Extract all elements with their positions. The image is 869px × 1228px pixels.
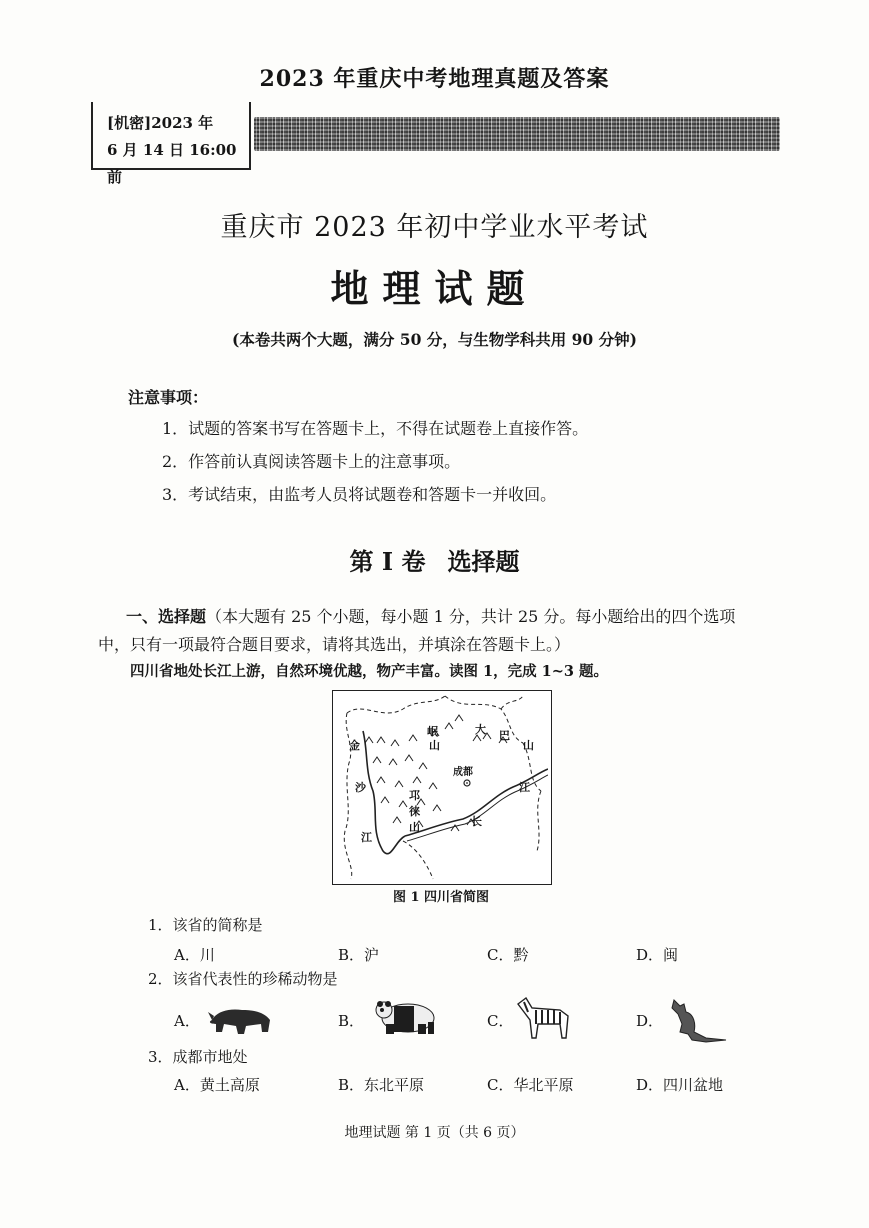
question-text: 成都市地处 — [172, 1048, 248, 1066]
option-b[interactable]: B．东北平原 — [338, 1076, 425, 1094]
question-number: 3． — [148, 1048, 173, 1066]
page-footer: 地理试题 第 1 页（共 6 页） — [344, 1125, 525, 1141]
map-label-chengdu: 成都 — [453, 767, 473, 778]
map-label: 沙 — [355, 781, 366, 794]
exam-info: (本卷共两个大题，满分 50 分，与生物学科共用 90 分钟) — [232, 330, 637, 349]
sichuan-map — [332, 690, 552, 885]
map-label: 长 — [471, 815, 482, 828]
notice-item: 1．试题的答案书写在答题卡上，不得在试题卷上直接作答。 — [162, 419, 589, 438]
question-stem: 四川省地处长江上游，自然环境优越，物产丰富。读图 1，完成 1~3 题。 — [130, 663, 609, 680]
confidential-mark-box — [91, 102, 251, 186]
notice-title: 注意事项： — [128, 388, 209, 407]
question-number: 1． — [148, 916, 173, 934]
map-label: 岷 — [427, 725, 438, 738]
panda-icon — [372, 996, 442, 1038]
map-label: 邛 — [409, 789, 420, 802]
part-name: 选择题 — [447, 547, 520, 576]
option-a[interactable]: A．黄土高原 — [174, 1076, 260, 1094]
map-label: 山 — [429, 739, 440, 752]
confidential-line-2: 6 月 14 日 16:00 前 — [107, 141, 237, 186]
option-b[interactable]: B． — [338, 1012, 365, 1030]
map-label: 江 — [361, 831, 372, 844]
map-label: 徕 — [409, 805, 420, 818]
map-label: 山 — [409, 821, 420, 834]
question-text: 该省的简称是 — [172, 916, 263, 934]
confidential-line-1: [机密]2023 年 — [107, 114, 214, 132]
part-label: 第 I 卷 — [349, 547, 426, 576]
section-text-line-1: （本大题有 25 个小题，每小题 1 分，共计 25 分。每小题给出的四个选项 — [206, 607, 736, 626]
option-d[interactable]: D． — [636, 1012, 664, 1030]
map-label: 大 — [475, 723, 486, 736]
question-2 — [148, 968, 338, 989]
option-a[interactable]: A．川 — [174, 946, 215, 964]
question-text: 该省代表性的珍稀动物是 — [172, 970, 338, 988]
question-1 — [148, 914, 263, 935]
rhinoceros-icon — [206, 998, 276, 1038]
document-header-title: 2023 年重庆中考地理真题及答案 — [259, 66, 610, 92]
section-label: 一、选择题 — [126, 607, 207, 626]
map-caption: 图 1 四川省简图 — [392, 890, 490, 905]
map-label: 山 — [523, 739, 534, 752]
option-d[interactable]: D．闽 — [636, 946, 679, 964]
notice-item: 3．考试结束，由监考人员将试题卷和答题卡一并收回。 — [162, 485, 557, 504]
option-c[interactable]: C．黔 — [487, 946, 529, 964]
question-number: 2． — [148, 970, 173, 988]
section-intro — [126, 604, 735, 627]
part-title — [0, 542, 869, 577]
exam-title: 重庆市 2023 年初中学业水平考试 — [220, 212, 649, 243]
option-a[interactable]: A． — [174, 1012, 200, 1030]
question-3 — [148, 1046, 248, 1067]
map-label: 江 — [519, 781, 530, 794]
subject-title: 地理试题 — [330, 266, 539, 311]
map-label: 金 — [349, 739, 360, 752]
notice-item: 2．作答前认真阅读答题卡上的注意事项。 — [162, 452, 461, 471]
kangaroo-icon — [666, 994, 730, 1046]
option-c[interactable]: C． — [487, 1012, 514, 1030]
option-c[interactable]: C．华北平原 — [487, 1076, 574, 1094]
scanned-pattern-band — [254, 117, 780, 151]
option-b[interactable]: B．沪 — [338, 946, 380, 964]
option-d[interactable]: D．四川盆地 — [636, 1076, 724, 1094]
map-label: 巴 — [499, 729, 510, 742]
zebra-icon — [512, 994, 576, 1042]
section-text-line-2: 中，只有一项最符合题目要求，请将其选出，并填涂在答题卡上。） — [98, 635, 571, 654]
